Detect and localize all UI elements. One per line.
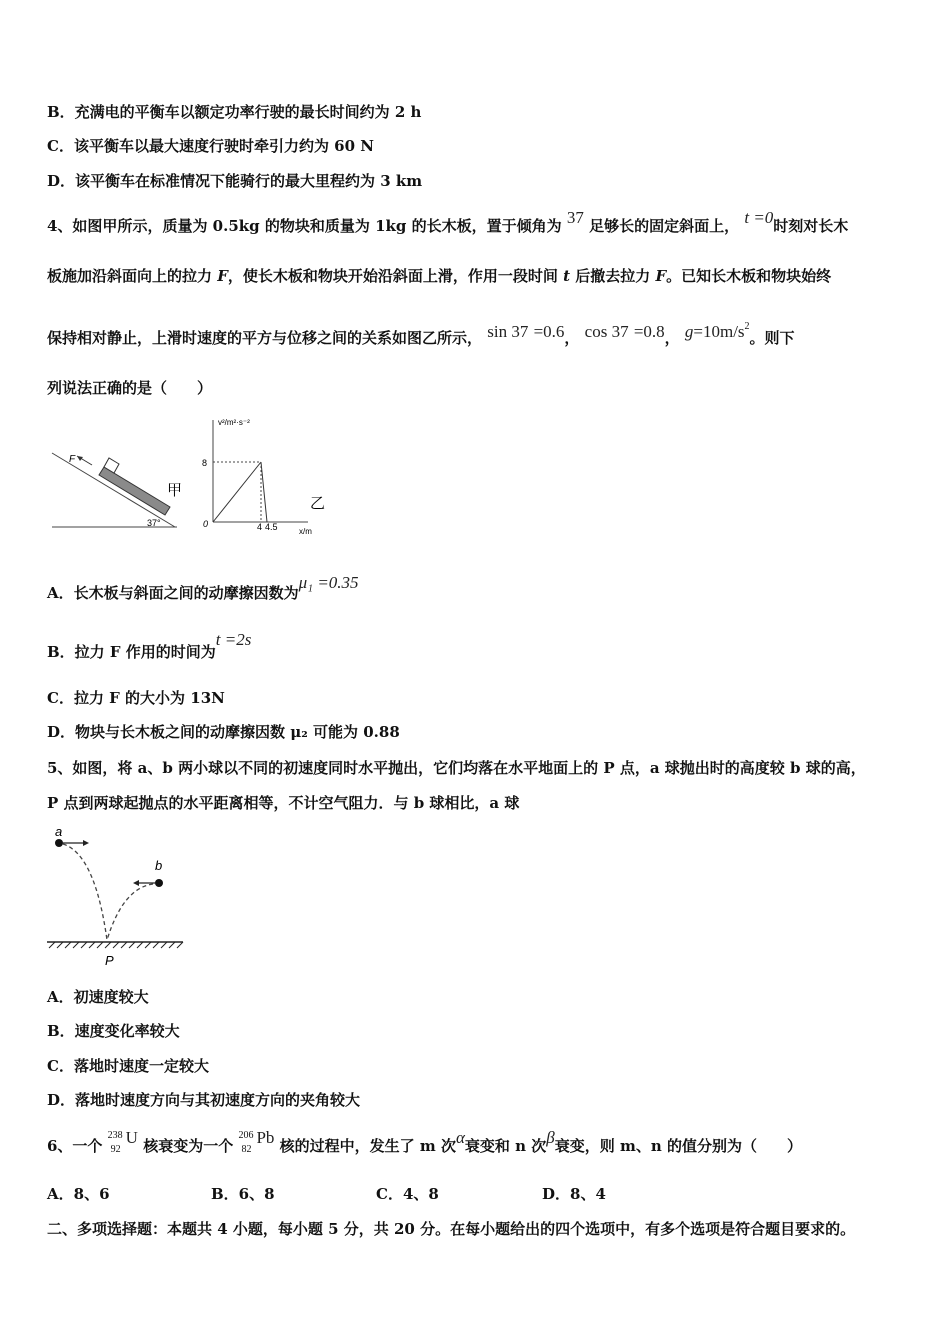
- q6-stem: 6、一个 238 92 U 核衰变为一个 206 82 Pb 核的过程中，发生了 m 次α衰变和 n 次β衰变，则 m、n 的值分别为（ ）: [47, 1128, 802, 1155]
- figure-v2-x-graph: [196, 412, 336, 537]
- q5-stem-line2: P 点到两球起抛点的水平距离相等，不计空气阻力．与 b 球相比，a 球: [47, 794, 520, 812]
- angle-value: 37: [566, 208, 584, 227]
- q4-stem-line2: 板施加沿斜面向上的拉力 F，使长木板和物块开始沿斜面上滑，作用一段时间 t 后撤去拉力 F。已知长木板和物块始终: [47, 267, 832, 285]
- q4-stem-line1: 4、如图甲所示，质量为 0.5kg 的物块和质量为 1kg 的长木板，置于倾角为 37 足够长的固定斜面上， t =0时刻对长木: [47, 208, 849, 235]
- q4-option-c: C．拉力 F 的大小为 13N: [47, 689, 225, 707]
- falling-line: [261, 462, 267, 522]
- figure-label-jia: 甲: [167, 482, 183, 499]
- trajectory-b: [107, 884, 153, 940]
- long-board: [99, 467, 170, 515]
- q3-option-d: D．该平衡车在标准情况下能骑行的最大里程约为 3 km: [47, 172, 423, 190]
- figure-incline: [47, 445, 197, 535]
- figure-projectiles: [45, 822, 190, 972]
- angle-label: 37°: [147, 518, 161, 528]
- q5-option-c: C．落地时速度一定较大: [47, 1057, 209, 1075]
- figure-label-yi: 乙: [310, 495, 326, 512]
- q5-option-d: D．落地时速度方向与其初速度方向的夹角较大: [47, 1091, 361, 1109]
- ball-a: [55, 839, 63, 847]
- ball-a-label: a: [55, 824, 63, 839]
- q3-option-c: C．该平衡车以最大速度行驶时牵引力约为 60 N: [47, 137, 374, 155]
- q4-option-b: B．拉力 F 作用的时间为t =2s: [47, 630, 252, 661]
- q3-option-b: B．充满电的平衡车以额定功率行驶的最长时间约为 2 h: [47, 103, 422, 121]
- q6-option-b: B．6、8: [211, 1185, 275, 1203]
- q5-option-a: A．初速度较大: [47, 988, 149, 1006]
- q4-option-a: A．长木板与斜面之间的动摩擦因数为μ₁ =0.35: [47, 573, 359, 602]
- ball-b-label: b: [155, 858, 163, 873]
- uranium-nuclide: 238 92: [107, 1130, 123, 1155]
- ground-hatch: [49, 942, 183, 948]
- q4-stem-line3: 保持相对静止，上滑时速度的平方与位移之间的关系如图乙所示， sin 37 =0.6， cos 37 =0.8， $g=10m/s^2$。则下: [47, 321, 795, 347]
- y-axis-label: v²/m²·s⁻²: [218, 418, 250, 427]
- q5-stem-line1: 5、如图，将 a、b 两小球以不同的初速度同时水平抛出，它们均落在水平地面上的 P 点，a 球抛出时的高度较 b 球的高，: [47, 759, 866, 777]
- q4-option-d: D．物块与长木板之间的动摩擦因数 μ₂ 可能为 0.88: [47, 723, 400, 741]
- q6-option-d: D．8、4: [542, 1185, 606, 1203]
- point-p-label: P: [105, 953, 114, 968]
- q4-stem-line4: 列说法正确的是（ ）: [47, 379, 213, 397]
- rising-line: [213, 462, 261, 522]
- q6-option-a: A．8、6: [47, 1185, 110, 1203]
- trajectory-a: [63, 844, 107, 940]
- x-tick-4.5: 4.5: [265, 522, 278, 532]
- force-label: F: [69, 454, 76, 465]
- q6-option-c: C．4、8: [376, 1185, 439, 1203]
- t-zero: t =0: [744, 208, 774, 227]
- q5-option-b: B．速度变化率较大: [47, 1022, 180, 1040]
- ball-b: [155, 879, 163, 887]
- section-2-heading: 二、多项选择题：本题共 4 小题，每小题 5 分，共 20 分。在每小题给出的四个选项中，有多个选项是符合题目要求的。: [47, 1220, 856, 1238]
- lead-nuclide: 206 82: [238, 1130, 254, 1155]
- x-tick-4: 4: [257, 522, 263, 532]
- y-tick-8: 8: [202, 458, 208, 468]
- origin-label: 0: [203, 519, 209, 529]
- x-axis-label: x/m: [299, 527, 312, 536]
